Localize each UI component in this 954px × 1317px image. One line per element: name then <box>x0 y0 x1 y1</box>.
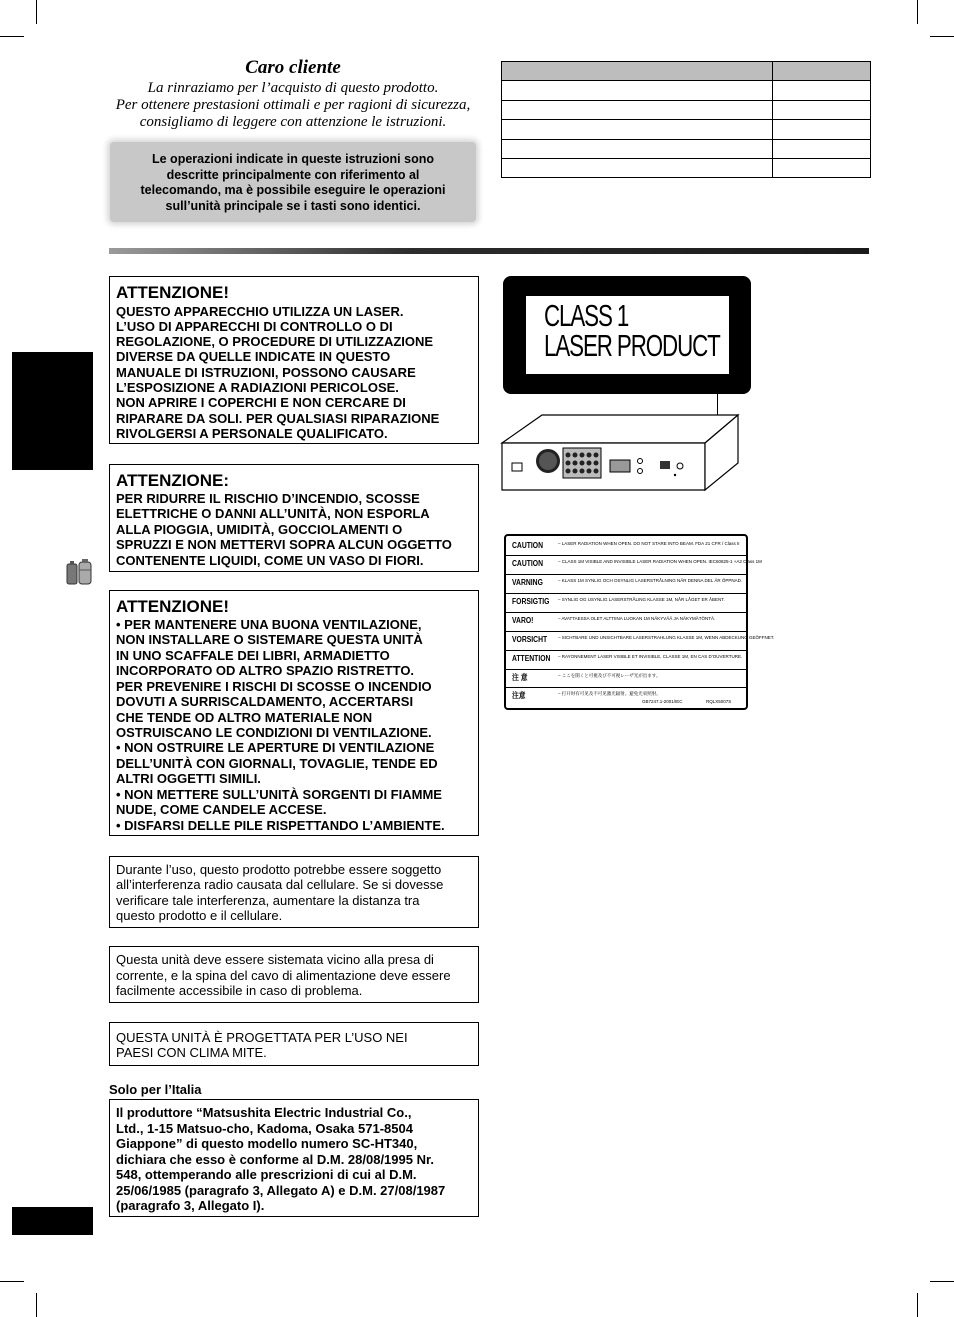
warning-line: NON INSTALLARE O SISTEMARE QUESTA UNITÀ <box>116 632 423 647</box>
table-header <box>502 62 870 81</box>
notice-line: verificare tale interferenza, aumentare la distanza tra <box>116 893 420 908</box>
remote-control-note <box>110 142 476 222</box>
declaration-line: 548, ottemperando alle prescrizioni di cui al D.M. <box>116 1167 417 1182</box>
contents-table <box>501 61 871 178</box>
ventilation-warning-box <box>109 590 479 836</box>
caution-row-text: – 打开时有可见及不可见激光辐射。避免光束照射。 <box>558 691 661 696</box>
crop-mark <box>36 1293 37 1317</box>
laser-caution-label <box>504 534 775 710</box>
warning-title: ATTENZIONE! <box>116 597 230 616</box>
caution-footer-left: GB7247.1-2001/IEC <box>642 699 683 704</box>
caution-row-text: – RAYONNEMENT LASER VISIBLE ET INVISIBLE, CLASSE 1M, EN CAS D’OUVERTURE. <box>558 654 743 659</box>
greeting-title: Caro cliente <box>245 57 341 78</box>
warning-line: CONTENENTE LIQUIDI, COME UN VASO DI FIORI. <box>116 553 424 568</box>
notice-line: Durante l’uso, questo prodotto potrebbe essere soggetto <box>116 862 442 877</box>
warning-line: L’USO DI APPARECCHI DI CONTROLLO O DI <box>116 319 393 334</box>
device-rear-panel-illustration <box>500 405 740 495</box>
page-number-tab <box>12 1207 93 1235</box>
crop-mark <box>930 1281 954 1282</box>
caution-row-label: ATTENTION <box>512 654 551 663</box>
note-line: telecomando, ma è possibile eseguire le operazioni <box>140 183 446 197</box>
crop-mark <box>36 0 37 24</box>
climate-notice <box>109 1022 479 1066</box>
warning-line: DELL’UNITÀ CON GIORNALI, TOVAGLIE, TENDE ED <box>116 756 438 771</box>
declaration-line: 25/06/1985 (paragrafo 3, Allegato A) e D.M. 27/08/1987 <box>116 1183 446 1198</box>
warning-line: QUESTO APPARECCHIO UTILIZZA UN LASER. <box>116 304 404 319</box>
declaration-line: (paragrafo 3, Allegato I). <box>116 1198 265 1213</box>
warning-line: CHE TENDE OD ALTRO MATERIALE NON <box>116 710 373 725</box>
declaration-line: Il produttore “Matsushita Electric Industrial Co., <box>116 1105 412 1120</box>
caution-row-text: – CLASS 1M VISIBLE AND INVISIBLE LASER RADIATION WHEN OPEN. IEC60825-1 +A2 Class 1M <box>558 559 762 564</box>
power-outlet-notice <box>109 946 479 1003</box>
caution-row-label: 注意 <box>512 691 526 700</box>
battery-recycle-icon <box>64 556 96 586</box>
caution-row-label: 注 意 <box>512 673 528 682</box>
moisture-warning-box <box>109 464 479 572</box>
notice-line: all’interferenza radio causata dal cellulare. Se si dovesse <box>116 877 444 892</box>
crop-mark <box>930 36 954 37</box>
notice-line: Questa unità deve essere sistemata vicino alla presa di <box>116 952 434 967</box>
warning-line: • PER MANTENERE UNA BUONA VENTILAZIONE, <box>116 617 422 632</box>
caution-row-label: FORSIGTIG <box>512 597 550 606</box>
notice-line: facilmente accessibile in caso di problema. <box>116 983 363 998</box>
caution-row-label: VORSICHT <box>512 635 548 644</box>
crop-mark <box>0 1281 24 1282</box>
warning-title: ATTENZIONE! <box>116 283 230 302</box>
notice-line: PAESI CON CLIMA MITE. <box>116 1045 267 1060</box>
table-row <box>502 139 870 140</box>
warning-line: ALLA PIOGGIA, UMIDITÀ, GOCCIOLAMENTI O <box>116 522 403 537</box>
declaration-line: dichiara che esso è conforme al D.M. 28/08/1995 Nr. <box>116 1152 434 1167</box>
table-row <box>502 119 870 120</box>
warning-line: ELETTRICHE O DANNI ALL’UNITÀ, NON ESPORLA <box>116 506 430 521</box>
laser-class-line: LASER PRODUCT <box>544 328 720 363</box>
section-rule <box>109 248 869 254</box>
caution-footer-right: RQLX5007S <box>706 699 732 704</box>
caution-row-text: – SICHTBARE UND UNSICHTBARE LASERSTRAHLUNG KLASSE 1M, WENN ABDECKUNG GEÖFFNET. <box>558 635 775 640</box>
warning-line: DOVUTI A SURRISCALDAMENTO, ACCERTARSI <box>116 694 414 709</box>
note-line: descritte principalmente con riferimento al <box>166 168 420 182</box>
notice-line: corrente, e la spina del cavo di alimentazione deve essere <box>116 968 451 983</box>
note-line: sull’unità principale se i tasti sono identici. <box>165 199 421 213</box>
warning-line: ALTRI OGGETTI SIMILI. <box>116 771 261 786</box>
caution-row-text: – KLASS 1M SYNLIG OCH OSYNLIG LASERSTRÅLNING NÄR DENNA DEL ÄR ÖPPNAD. <box>558 578 743 583</box>
laser-warning-box <box>109 276 479 444</box>
caution-row-text: – ここを開くと可視及び不可視レーザ光が出ます。 <box>558 673 661 678</box>
warning-line: REGOLAZIONE, O PROCEDURE DI UTILIZZAZIONE <box>116 334 434 349</box>
warning-line: L’ESPOSIZIONE A RADIAZIONI PERICOLOSE. <box>116 380 399 395</box>
warning-line: IN UNO SCAFFALE DEI LIBRI, ARMADIETTO <box>116 648 390 663</box>
note-line: Le operazioni indicate in queste istruzioni sono <box>152 152 434 166</box>
declaration-line: Giappone” di questo modello numero SC-HT340, <box>116 1136 418 1151</box>
caution-row-label: VARO! <box>512 616 534 625</box>
warning-line: PER RIDURRE IL RISCHIO D’INCENDIO, SCOSSE <box>116 491 420 506</box>
greeting-line: Per ottenere prestasioni ottimali e per ragioni di sicurezza, <box>115 97 471 113</box>
warning-line: • DISFARSI DELLE PILE RISPETTANDO L’AMBIENTE. <box>116 818 445 833</box>
warning-line: OSTRUISCANO LE CONDIZIONI DI VENTILAZIONE. <box>116 725 432 740</box>
caution-row-text: – AVATTAESSA OLET ALTTIINA LUOKAN 1M NÄKYVÄÄ JA NÄKYMÄTÖNTÄ. <box>558 616 716 621</box>
italy-heading: Solo per l’Italia <box>109 1082 202 1097</box>
warning-line: INCORPORATO OD ALTRO SPAZIO RISTRETTO. <box>116 663 415 678</box>
warning-line: • NON OSTRUIRE LE APERTURE DI VENTILAZIONE <box>116 740 435 755</box>
caution-row-label: CAUTION <box>512 541 543 550</box>
warning-line: NON APRIRE I COPERCHI E NON CERCARE DI <box>116 395 406 410</box>
declaration-line: Ltd., 1-15 Matsuo-cho, Kadoma, Osaka 571-8504 <box>116 1121 413 1136</box>
laser-class-label-inner <box>526 296 729 374</box>
warning-title: ATTENZIONE: <box>116 471 230 490</box>
caution-row-text: – SYNLIG OG USYNLIG LASERSTRÅLING KLASSE 1M, NÅR LÅGET ER ÅBENT. <box>558 597 725 602</box>
mobile-phone-notice <box>109 856 479 928</box>
caution-row-label: VARNING <box>512 578 543 587</box>
warning-line: NUDE, COME CANDELE ACCESE. <box>116 802 327 817</box>
table-row <box>502 100 870 101</box>
greeting-line: consigliamo di leggere con attenzione le istruzioni. <box>139 114 447 130</box>
crop-mark <box>0 36 24 37</box>
notice-line: QUESTA UNITÀ È PROGETTATA PER L’USO NEI <box>116 1030 408 1045</box>
italy-declaration-box <box>109 1099 479 1217</box>
warning-line: RIPARARE DA SOLI. PER QUALSIASI RIPARAZIONE <box>116 411 440 426</box>
greeting-line: La rinraziamo per l’acquisto di questo prodotto. <box>147 80 439 96</box>
warning-line: • NON METTERE SULL’UNITÀ SORGENTI DI FIAMME <box>116 787 442 802</box>
warning-line: SPRUZZI E NON METTERVI SOPRA ALCUN OGGETTO <box>116 537 452 552</box>
side-tab <box>12 352 93 470</box>
warning-line: MANUALE DI ISTRUZIONI, POSSONO CAUSARE <box>116 365 416 380</box>
table-row <box>502 158 870 159</box>
crop-mark <box>917 0 918 24</box>
crop-mark <box>917 1293 918 1317</box>
warning-line: RIVOLGERSI A PERSONALE QUALIFICATO. <box>116 426 388 441</box>
caution-row-text: – LASER RADIATION WHEN OPEN. DO NOT STARE INTO BEAM. FDA 21 CFR / Class II <box>558 541 740 546</box>
warning-line: PER PREVENIRE I RISCHI DI SCOSSE O INCENDIO <box>116 679 432 694</box>
caution-row-label: CAUTION <box>512 559 543 568</box>
notice-line: questo prodotto e il cellulare. <box>116 908 283 923</box>
warning-line: DIVERSE DA QUELLE INDICATE IN QUESTO <box>116 349 391 364</box>
laser-class-line: CLASS 1 <box>544 298 629 333</box>
